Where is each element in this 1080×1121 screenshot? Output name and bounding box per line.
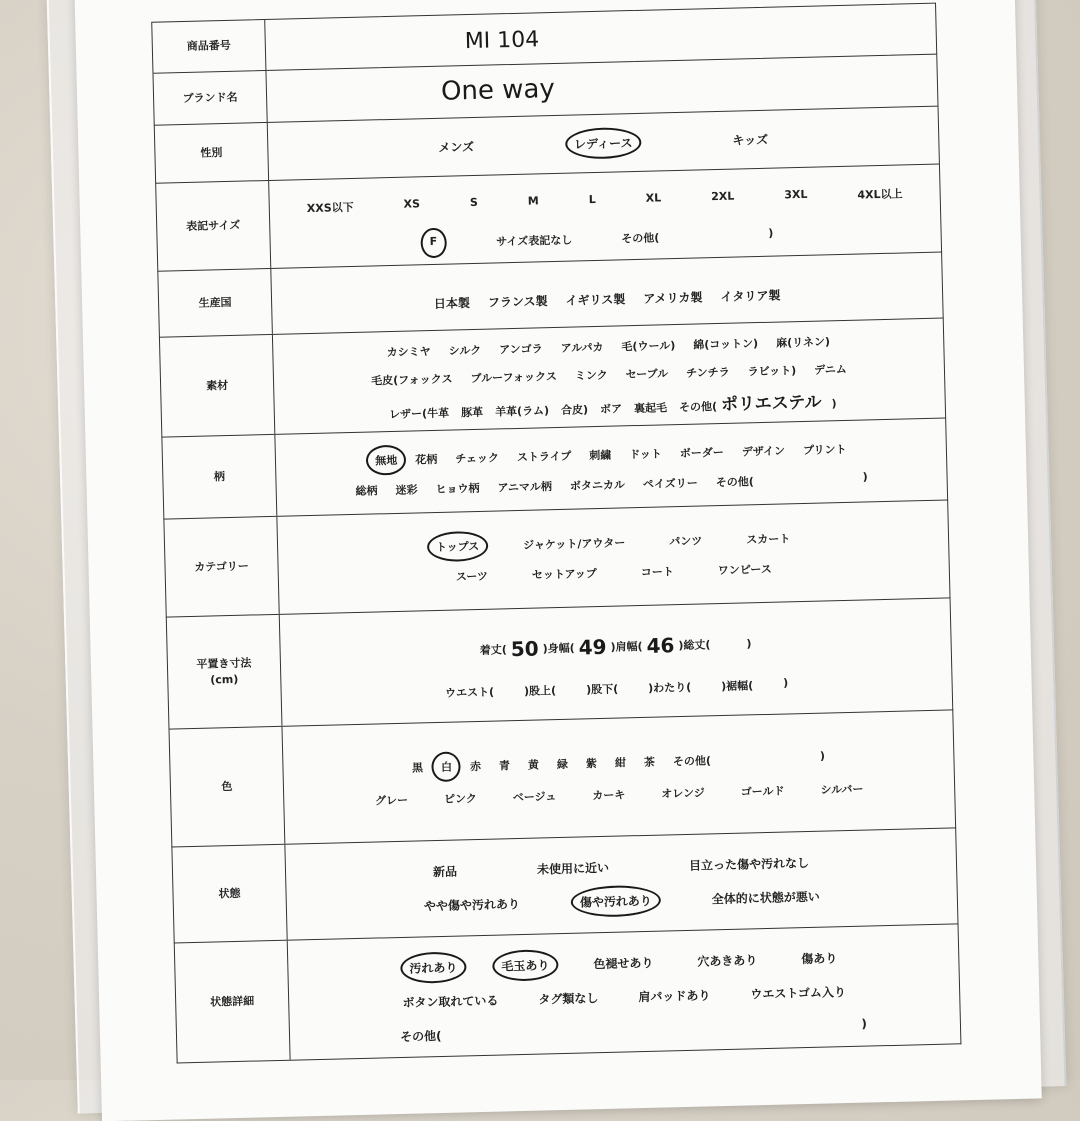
category-option: コート xyxy=(640,565,674,579)
color-option: 青 xyxy=(498,759,511,773)
condition-option: 未使用に近い xyxy=(536,860,610,877)
color-option: 黒 xyxy=(411,761,424,775)
label-size: 表記サイズ xyxy=(156,181,271,271)
pattern-option: ボーダー xyxy=(679,445,724,460)
product-number-value: MI 104 xyxy=(464,27,540,55)
color-option: オレンジ xyxy=(661,786,705,801)
condition-option-selected: 傷や汚れあり xyxy=(579,893,653,910)
label-origin: 生産国 xyxy=(158,269,273,337)
color-option: 紺 xyxy=(614,756,627,770)
color-option: ベージュ xyxy=(512,790,557,805)
label-measurements: 平置き寸法 xyxy=(196,656,252,671)
measure-shoulder-label: )肩幅( xyxy=(610,639,643,654)
material-option: 羊革(ラム) xyxy=(494,404,550,419)
label-brand: ブランド名 xyxy=(153,71,267,125)
condition-option: 新品 xyxy=(432,864,458,880)
size-other: その他( xyxy=(621,231,660,246)
size-option: XL xyxy=(645,191,662,205)
category-option-selected: トップス xyxy=(435,539,480,554)
brand-value: One way xyxy=(440,73,556,107)
measure-length-value: 50 xyxy=(510,636,539,662)
measure-inseam-label: )股下( xyxy=(585,682,619,697)
color-other-close: ) xyxy=(819,749,826,763)
category-option: ジャケット/アウター xyxy=(523,536,626,552)
pattern-option: 刺繍 xyxy=(589,448,612,463)
size-option: サイズ表記なし xyxy=(496,233,573,249)
origin-option: フランス製 xyxy=(487,294,548,310)
material-option: レザー(牛革 xyxy=(388,406,450,422)
pattern-option: 迷彩 xyxy=(395,483,418,497)
origin-option: アメリカ製 xyxy=(643,290,703,306)
row-color xyxy=(169,710,957,847)
origin-option: 日本製 xyxy=(433,296,471,311)
row-measurements xyxy=(166,598,954,729)
label-category: カテゴリー xyxy=(164,517,279,617)
detail-option-selected: 汚れあり xyxy=(409,960,458,976)
category-option: スーツ xyxy=(455,569,489,584)
detail-option: 傷あり xyxy=(801,951,838,967)
pattern-option: ペイズリー xyxy=(642,476,698,491)
color-option: 赤 xyxy=(469,759,482,774)
material-option: ミンク xyxy=(574,368,608,383)
size-option: M xyxy=(527,194,539,208)
label-gender: 性別 xyxy=(155,123,269,183)
label-product-number: 商品番号 xyxy=(152,20,266,73)
detail-option: 色褪せあり xyxy=(593,955,654,972)
label-pattern: 柄 xyxy=(162,435,277,519)
form-table xyxy=(151,3,961,1064)
size-option: L xyxy=(588,192,596,207)
detail-option: ウエストゴム入り xyxy=(750,985,847,1002)
color-other: その他( xyxy=(672,754,712,769)
label-material: 素材 xyxy=(160,335,275,437)
pattern-other: その他( xyxy=(715,475,754,490)
size-option: XS xyxy=(403,197,421,211)
product-info-sheet xyxy=(74,0,1042,1121)
material-option: シルク xyxy=(448,343,482,358)
gender-option-selected: レディース xyxy=(573,136,633,152)
measure-thigh-label: )わたり( xyxy=(647,680,692,695)
detail-other-close: ) xyxy=(861,1016,868,1031)
measure-rise-label: )股上( xyxy=(523,684,557,698)
measure-width-value: 49 xyxy=(578,634,607,660)
category-option: スカート xyxy=(746,532,791,547)
condition-option: やや傷や汚れあり xyxy=(423,897,521,914)
material-option: チンチラ xyxy=(686,365,730,380)
measure-total-label: )総丈( xyxy=(678,638,711,653)
material-option: ボア xyxy=(599,402,623,416)
color-option: ゴールド xyxy=(740,784,785,799)
pattern-option: 花柄 xyxy=(415,452,438,467)
material-option: アンゴラ xyxy=(498,342,543,357)
material-option: 裏起毛 xyxy=(633,401,668,416)
material-option: カシミヤ xyxy=(386,345,431,360)
color-option: グレー xyxy=(374,793,409,808)
color-option: 緑 xyxy=(556,757,569,772)
color-option: カーキ xyxy=(592,788,626,803)
label-condition: 状態 xyxy=(172,845,287,943)
material-option: ラビット) xyxy=(747,364,797,379)
pattern-option: ボタニカル xyxy=(569,478,626,493)
pattern-option-selected: 無地 xyxy=(375,453,398,468)
color-option-selected: 白 xyxy=(440,760,453,774)
measure-length-label: 着丈( xyxy=(479,643,507,657)
category-option: セットアップ xyxy=(531,567,597,582)
detail-other: その他( xyxy=(399,1028,442,1045)
material-other: その他( xyxy=(678,400,718,415)
size-option: 4XL以上 xyxy=(857,187,903,202)
material-other-close: ) xyxy=(831,397,837,411)
material-option: 合皮) xyxy=(560,403,589,417)
material-option: 綿(コットン) xyxy=(693,337,759,352)
color-option: 紫 xyxy=(585,757,598,771)
color-option: ピンク xyxy=(443,792,477,806)
size-option-selected: F xyxy=(430,235,438,251)
pattern-option: チェック xyxy=(455,451,500,466)
material-option: 毛(ウール) xyxy=(621,339,676,354)
measure-width-label: )身幅( xyxy=(542,641,575,656)
row-condition-detail xyxy=(174,924,962,1063)
detail-option: 肩パッドあり xyxy=(638,988,711,1005)
material-option: 麻(リネン) xyxy=(775,335,831,350)
pattern-other-close: ) xyxy=(862,470,868,484)
material-option: デニム xyxy=(814,362,847,377)
condition-option: 全体的に状態が悪い xyxy=(711,889,820,907)
color-option: 黄 xyxy=(527,758,540,772)
size-option: 2XL xyxy=(710,189,735,204)
pattern-option: ヒョウ柄 xyxy=(435,481,480,496)
origin-option: イタリア製 xyxy=(720,288,781,304)
measure-shoulder-value: 46 xyxy=(646,633,675,658)
pattern-option: ストライプ xyxy=(516,449,572,464)
pattern-option: プリント xyxy=(802,442,847,457)
condition-option: 目立った傷や汚れなし xyxy=(688,855,810,873)
pattern-option: ドット xyxy=(629,447,662,462)
category-option: ワンピース xyxy=(717,562,772,578)
color-option: 茶 xyxy=(643,755,656,769)
material-option: セーブル xyxy=(625,367,669,382)
category-option: パンツ xyxy=(669,534,703,549)
row-category xyxy=(163,500,950,617)
pattern-option: アニマル柄 xyxy=(497,480,553,495)
label-condition-detail: 状態詳細 xyxy=(175,941,291,1063)
measure-total-close: ) xyxy=(746,636,752,650)
material-option: ブルーフォックス xyxy=(470,369,558,386)
origin-option: イギリス製 xyxy=(565,292,626,308)
label-color: 色 xyxy=(170,727,286,847)
pattern-option: デザイン xyxy=(741,444,786,459)
size-other-close: ) xyxy=(768,226,774,240)
size-option: XXS以下 xyxy=(306,200,354,216)
row-material xyxy=(159,319,946,438)
detail-option: タグ類なし xyxy=(538,991,599,1007)
material-other-value: ポリエステル xyxy=(720,392,822,415)
size-option: S xyxy=(469,195,479,210)
pattern-option: 総柄 xyxy=(355,484,378,498)
detail-option: 穴あきあり xyxy=(697,953,758,969)
measure-hem-label: )裾幅( xyxy=(721,679,754,694)
measure-hem-close: ) xyxy=(783,676,789,690)
gender-option: メンズ xyxy=(438,139,475,155)
material-option: 毛皮(フォックス xyxy=(371,372,453,388)
gender-option: キッズ xyxy=(732,132,769,148)
detail-option-selected: 毛玉あり xyxy=(501,958,550,974)
detail-option: ボタン取れている xyxy=(402,993,499,1010)
label-measurements-unit: (cm) xyxy=(210,672,239,687)
material-option: アルパカ xyxy=(560,340,604,355)
size-option: 3XL xyxy=(784,187,808,202)
measure-waist-label: ウエスト( xyxy=(444,685,495,700)
material-option: 豚革 xyxy=(460,405,484,420)
color-option: シルバー xyxy=(820,782,864,797)
